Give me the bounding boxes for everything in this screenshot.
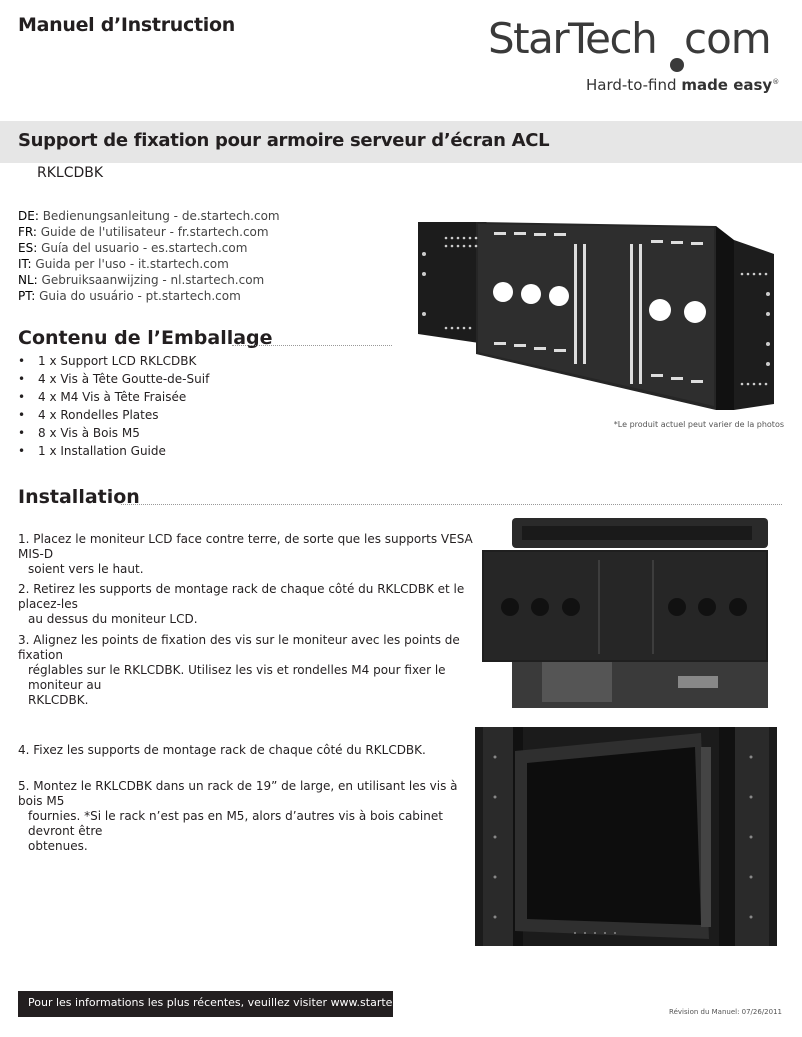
section-divider	[121, 504, 782, 505]
list-item: • 1 x Installation Guide	[18, 444, 166, 458]
language-item: DE: Bedienungsanleitung - de.startech.com	[18, 209, 280, 223]
document-title: Manuel d’Instruction	[18, 14, 235, 36]
section-divider	[232, 345, 392, 346]
photo-disclaimer: *Le produit actuel peut varier de la photos	[613, 420, 784, 429]
revision-date: Révision du Manuel: 07/26/2011	[669, 1008, 782, 1016]
language-item: NL: Gebruiksaanwijzing - nl.startech.com	[18, 273, 265, 287]
product-title: Support de fixation pour armoire serveur d’écran ACL	[18, 130, 550, 151]
language-item: ES: Guía del usuario - es.startech.com	[18, 241, 248, 255]
monitor-in-rack-photo	[475, 727, 777, 946]
package-contents-list	[18, 352, 209, 460]
install-step-3: 3. Alignez les points de fixation des vis sur le moniteur avec les points de fixation réglables sur le RKLCDBK. Utilisez les vis et rondelles M4 pour fixer le moniteur au RKLCDBK.	[18, 633, 460, 707]
product-model: RKLCDBK	[37, 165, 104, 181]
install-step-1: 1. Placez le moniteur LCD face contre terre, de sorte que les supports VESA MIS-D soient vers le haut.	[18, 532, 473, 576]
installation-heading: Installation	[18, 486, 140, 508]
list-item: • 4 x M4 Vis à Tête Fraisée	[18, 390, 187, 404]
list-item: • 1 x Support LCD RKLCDBK	[18, 354, 197, 368]
list-item: • 4 x Vis à Tête Goutte-de-Suif	[18, 372, 210, 386]
list-item: • 8 x Vis à Bois M5	[18, 426, 140, 440]
language-guide-list	[18, 208, 280, 304]
footer-website-text: Pour les informations les plus récentes, veuillez visiter www.startech.com	[28, 996, 433, 1009]
contents-heading: Contenu de l’Emballage	[18, 327, 273, 349]
bracket-on-monitor-photo	[482, 516, 768, 708]
bracket-product-image	[416, 214, 778, 414]
startech-logo	[488, 14, 778, 102]
logo-dot	[670, 58, 684, 72]
logo-com: com	[684, 14, 771, 63]
install-step-2: 2. Retirez les supports de montage rack de chaque côté du RKLCDBK et le placez-les au dessus du moniteur LCD.	[18, 582, 465, 626]
install-step-5: 5. Montez le RKLCDBK dans un rack de 19” de large, en utilisant les vis à bois M5 fournies. *Si le rack n’est pas en M5, alors d’autres vis à bois cabinet devront être obtenues.	[18, 779, 458, 853]
language-item: IT: Guida per l'uso - it.startech.com	[18, 257, 229, 271]
language-item: FR: Guide de l'utilisateur - fr.startech.com	[18, 225, 269, 239]
language-item: PT: Guia do usuário - pt.startech.com	[18, 289, 241, 303]
install-step-4: 4. Fixez les supports de montage rack de chaque côté du RKLCDBK.	[18, 743, 426, 757]
list-item: • 4 x Rondelles Plates	[18, 408, 159, 422]
logo-tagline: Hard-to-find made easy®	[586, 76, 780, 94]
logo-wordmark: StarTech	[488, 14, 657, 63]
